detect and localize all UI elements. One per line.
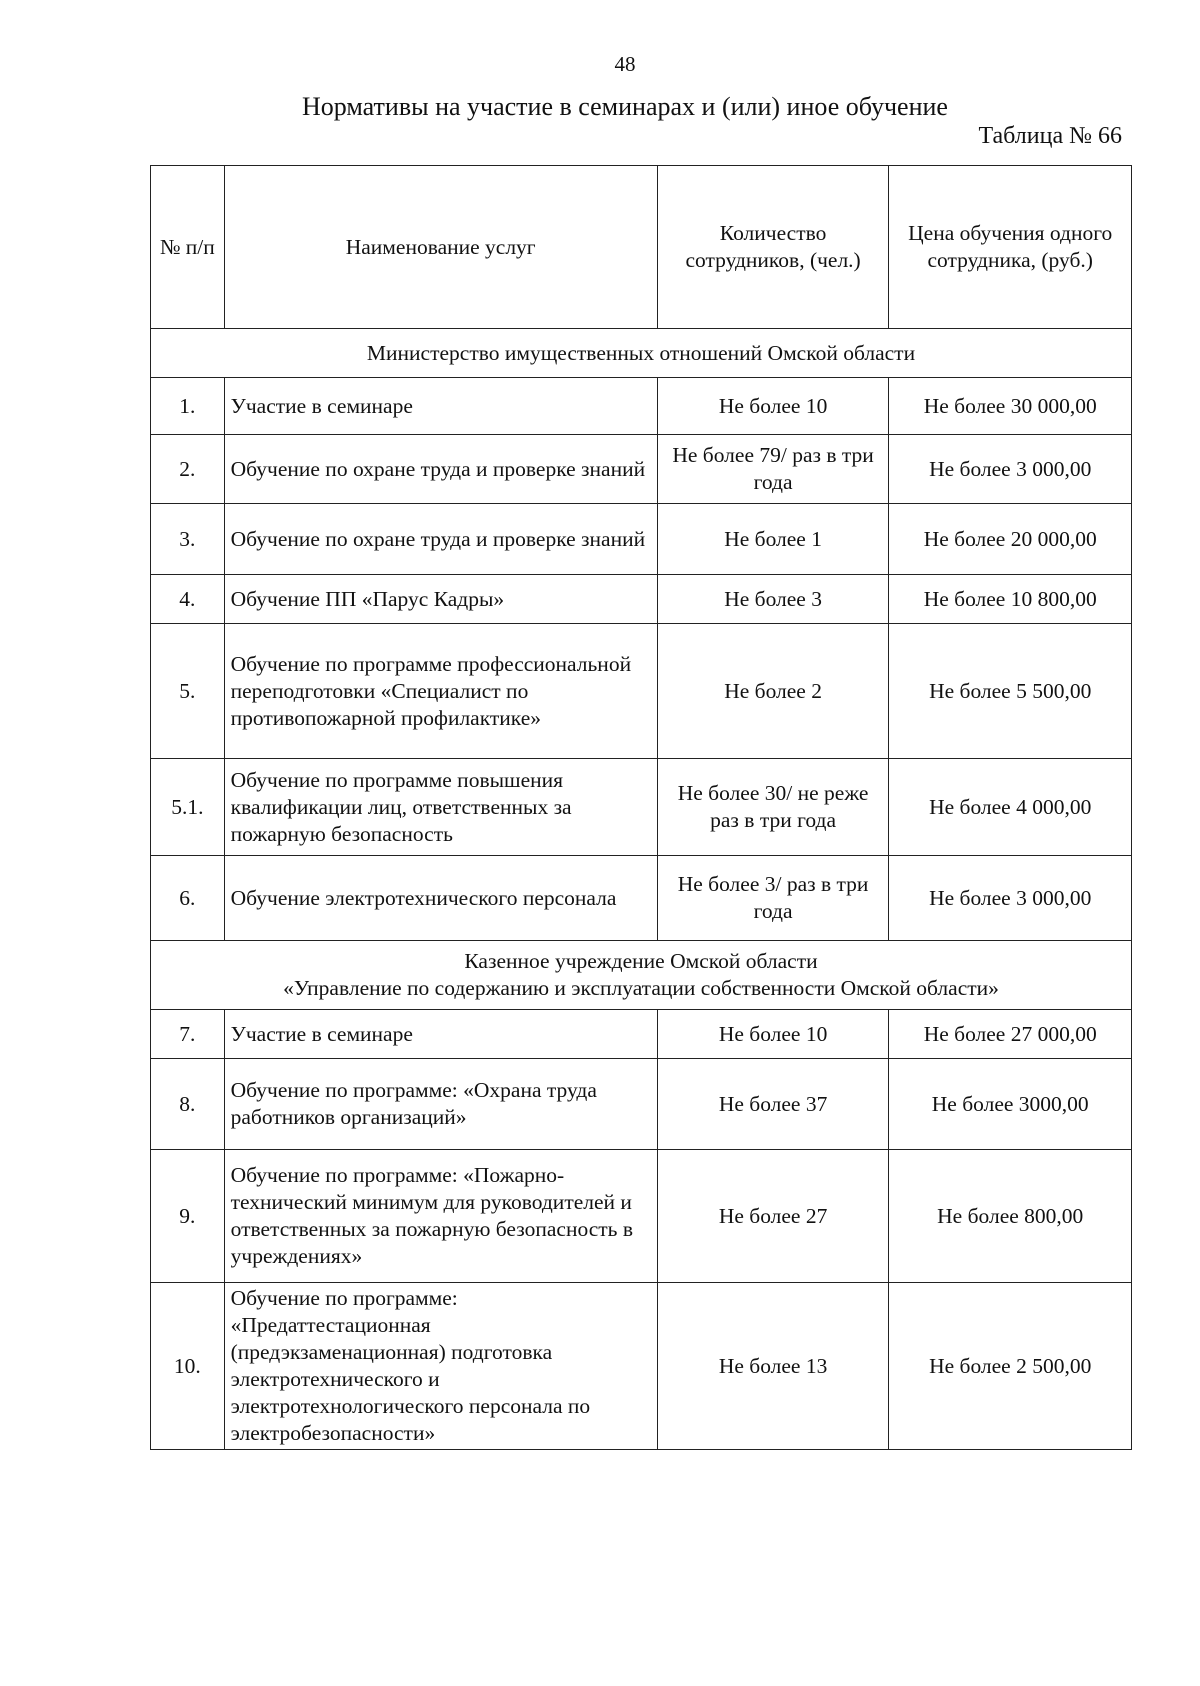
row-price: Не более 20 000,00 xyxy=(889,504,1132,575)
row-num: 9. xyxy=(151,1150,225,1283)
row-price: Не более 4 000,00 xyxy=(889,759,1132,856)
row-count: Не более 30/ не реже раз в три года xyxy=(657,759,889,856)
section-title: Министерство имущественных отношений Омской области xyxy=(151,329,1132,378)
header-num: № п/п xyxy=(151,166,225,329)
row-price: Не более 10 800,00 xyxy=(889,575,1132,624)
row-name: Обучение по программе: «Предаттестационная (предэкзаменационная) подготовка электротехнического и электротехнологического персонала по электробезопасности» xyxy=(224,1283,657,1450)
row-num: 4. xyxy=(151,575,225,624)
row-name: Обучение электротехнического персонала xyxy=(224,856,657,941)
document-title: Нормативы на участие в семинарах и (или) иное обучение xyxy=(302,92,948,121)
page-number: 48 xyxy=(614,52,636,76)
table-header-row xyxy=(151,166,1132,329)
section-title-line: Казенное учреждение Омской области xyxy=(464,949,818,973)
row-price: Не более 5 500,00 xyxy=(889,624,1132,759)
row-count: Не более 10 xyxy=(657,378,889,435)
row-price: Не более 2 500,00 xyxy=(889,1283,1132,1450)
row-count: Не более 37 xyxy=(657,1059,889,1150)
row-count: Не более 3 xyxy=(657,575,889,624)
row-price: Не более 800,00 xyxy=(889,1150,1132,1283)
table-label: Таблица № 66 xyxy=(978,123,1122,149)
table-row xyxy=(151,759,1132,856)
table-row xyxy=(151,1150,1132,1283)
row-count: Не более 1 xyxy=(657,504,889,575)
row-name: Участие в семинаре xyxy=(224,378,657,435)
header-name: Наименование услуг xyxy=(224,166,657,329)
row-price: Не более 3 000,00 xyxy=(889,856,1132,941)
row-name: Обучение по охране труда и проверке знаний xyxy=(224,504,657,575)
row-count: Не более 27 xyxy=(657,1150,889,1283)
row-num: 3. xyxy=(151,504,225,575)
row-name: Обучение по программе: «Пожарно-технический минимум для руководителей и ответственных за пожарную безопасность в учреждениях» xyxy=(224,1150,657,1283)
row-num: 6. xyxy=(151,856,225,941)
row-num: 8. xyxy=(151,1059,225,1150)
row-count: Не более 3/ раз в три года xyxy=(657,856,889,941)
section-row xyxy=(151,941,1132,1010)
table-row xyxy=(151,504,1132,575)
row-count: Не более 2 xyxy=(657,624,889,759)
table-row xyxy=(151,1283,1132,1450)
row-num: 2. xyxy=(151,435,225,504)
section-title xyxy=(151,941,1132,1010)
table-row xyxy=(151,575,1132,624)
row-name: Обучение по программе профессиональной переподготовки «Специалист по противопожарной профилактике» xyxy=(224,624,657,759)
row-name: Обучение по программе: «Охрана труда работников организаций» xyxy=(224,1059,657,1150)
row-count: Не более 10 xyxy=(657,1010,889,1059)
row-price: Не более 3 000,00 xyxy=(889,435,1132,504)
section-title-line: «Управление по содержанию и эксплуатации собственности Омской области» xyxy=(283,976,999,1000)
row-name: Обучение по программе повышения квалификации лиц, ответственных за пожарную безопасность xyxy=(224,759,657,856)
row-name: Обучение ПП «Парус Кадры» xyxy=(224,575,657,624)
row-num: 1. xyxy=(151,378,225,435)
table-row xyxy=(151,378,1132,435)
row-name: Обучение по охране труда и проверке знаний xyxy=(224,435,657,504)
row-count: Не более 13 xyxy=(657,1283,889,1450)
row-name: Участие в семинаре xyxy=(224,1010,657,1059)
row-num: 10. xyxy=(151,1283,225,1450)
section-row xyxy=(151,329,1132,378)
row-num: 5.1. xyxy=(151,759,225,856)
row-count: Не более 79/ раз в три года xyxy=(657,435,889,504)
row-price: Не более 27 000,00 xyxy=(889,1010,1132,1059)
row-num: 5. xyxy=(151,624,225,759)
row-num: 7. xyxy=(151,1010,225,1059)
table-row xyxy=(151,624,1132,759)
row-price: Не более 3000,00 xyxy=(889,1059,1132,1150)
header-count: Количество сотрудников, (чел.) xyxy=(657,166,889,329)
table-row xyxy=(151,435,1132,504)
table-row xyxy=(151,1010,1132,1059)
header-price: Цена обучения одного сотрудника, (руб.) xyxy=(889,166,1132,329)
table-row xyxy=(151,856,1132,941)
norms-table xyxy=(150,165,1132,1450)
row-price: Не более 30 000,00 xyxy=(889,378,1132,435)
table-row xyxy=(151,1059,1132,1150)
